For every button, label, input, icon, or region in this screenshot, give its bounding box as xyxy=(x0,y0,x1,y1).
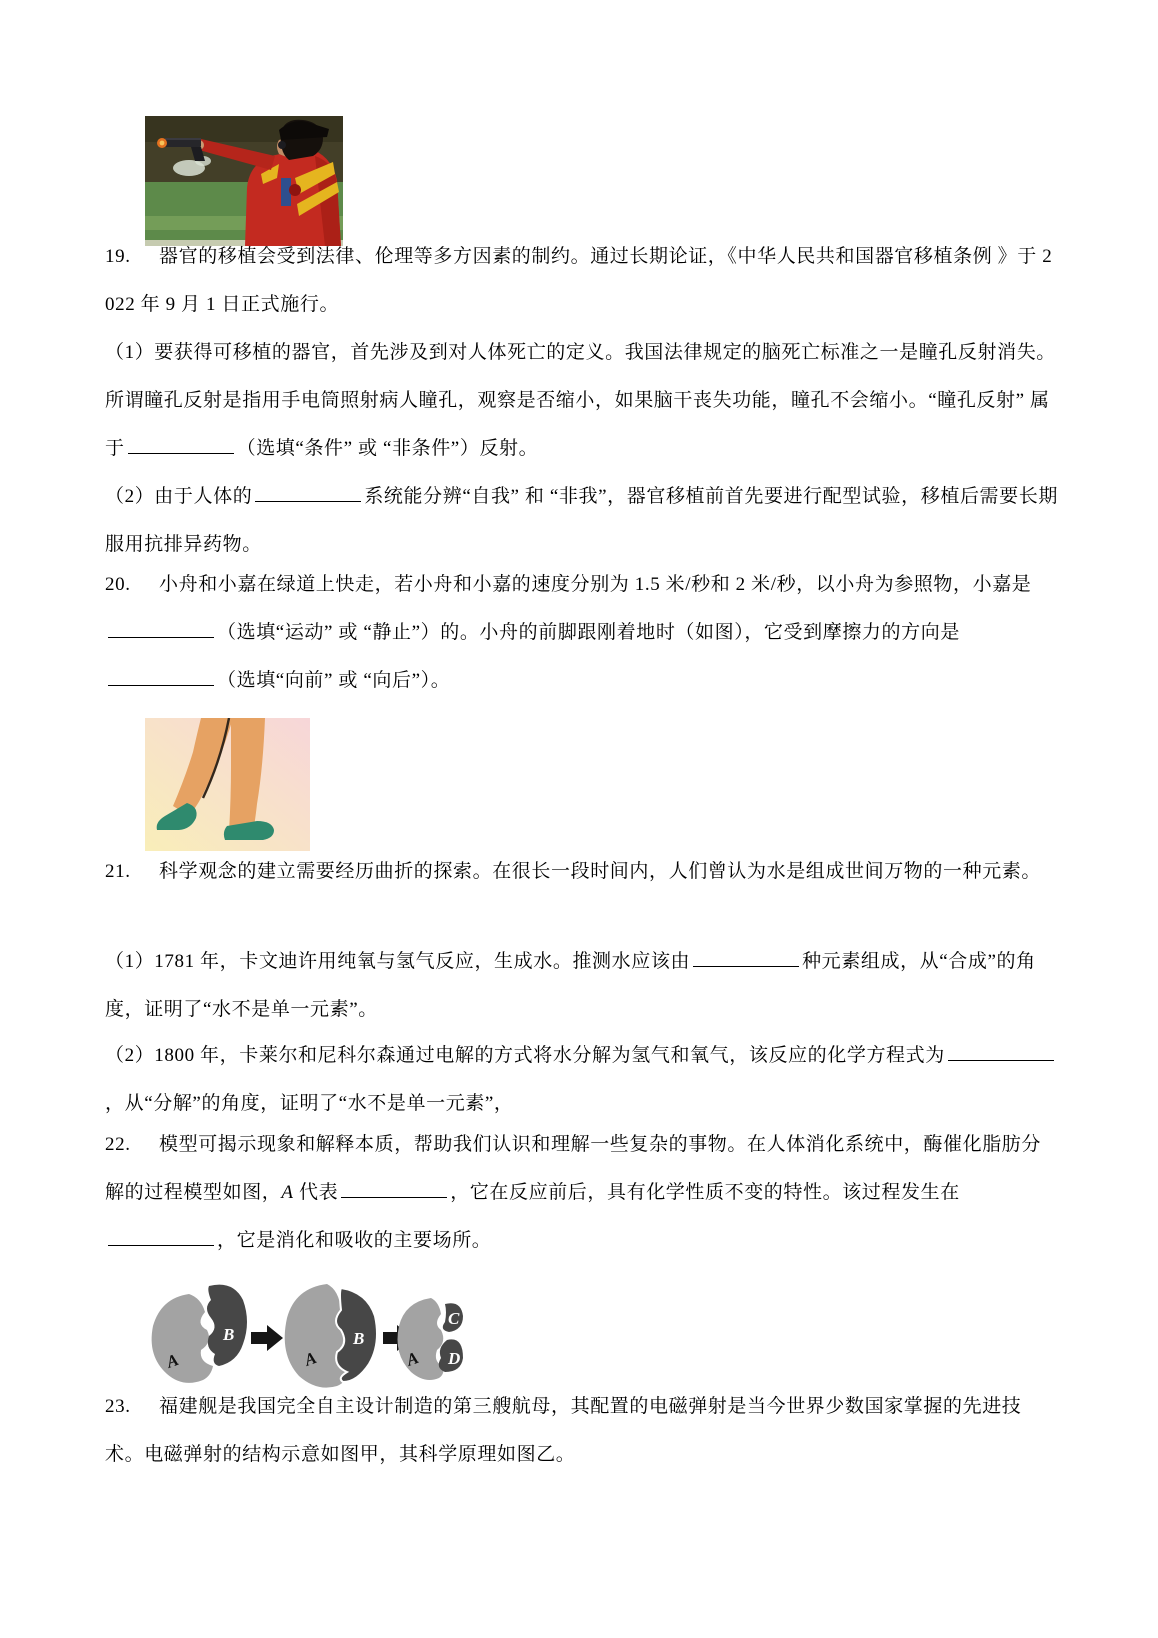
question-23-number: 23. xyxy=(105,1396,131,1417)
question-21-part2-tail: ，从“分解”的角度，证明了“水不是单一元素”， xyxy=(105,1093,514,1114)
question-21-intro-text: 科学观念的建立需要经历曲折的探索。在很长一段时间内，人们曾认为水是组成世间万物的一种元素。 xyxy=(159,861,1042,882)
question-22-text-4: ，它是消化和吸收的主要场所。 xyxy=(217,1230,492,1251)
answer-blank xyxy=(255,484,361,502)
answer-blank xyxy=(693,949,799,967)
question-22 xyxy=(105,1121,1059,1265)
question-21-intro xyxy=(105,848,1059,896)
answer-blank xyxy=(948,1043,1054,1061)
question-22-text-3: ，它在反应前后，具有化学性质不变的特性。该过程发生在 xyxy=(450,1182,960,1203)
shooting-athlete-photo xyxy=(145,116,343,246)
walking-legs-illustration xyxy=(145,718,310,851)
question-21-part1-tail: 种元素组成，从“合成”的角度，证明了“水不是单一元素”。 xyxy=(105,951,1036,1020)
question-19-part2-text: （2）由于人体的 xyxy=(105,486,253,507)
question-23-text: 福建舰是我国完全自主设计制造的第三艘航母，其配置的电磁弹射是当今世界少数国家掌握的先进技术。电磁弹射的结构示意如图甲，其科学原理如图乙。 xyxy=(105,1396,1022,1465)
stage1-label-a: A xyxy=(163,1350,182,1372)
stage2-label-a: A xyxy=(301,1348,320,1370)
question-20-text-2: （选填“运动” 或 “静止”）的。小舟的前脚跟刚着地时（如图），它受到摩擦力的方向是 xyxy=(217,622,960,643)
question-19-number: 19. xyxy=(105,246,131,267)
question-19-part2 xyxy=(105,473,1059,569)
question-19-intro xyxy=(105,233,1059,329)
question-20-text-3: （选填“向前” 或 “向后”）。 xyxy=(217,670,451,691)
answer-blank xyxy=(341,1180,447,1198)
question-19-part2-tail: 系统能分辨“自我” 和 “非我”，器官移植前首先要进行配型试验，移植后需要长期服用抗排异药物。 xyxy=(105,486,1058,555)
pistol-body xyxy=(165,140,201,147)
stage1-enzyme-blob xyxy=(152,1294,213,1383)
question-19-intro-text: 器官的移植会受到法律、伦理等多方因素的制约。通过长期论证，《中华人民共和国器官移植条例 》于 2022 年 9 月 1 日正式施行。 xyxy=(105,246,1053,315)
question-21-number: 21. xyxy=(105,861,131,882)
enzyme-diagram-art xyxy=(145,1278,465,1398)
question-21-part2 xyxy=(105,1032,1059,1128)
question-22-text-1: 模型可揭示现象和解释本质，帮助我们认识和理解一些复杂的事物。在人体消化系统中，酶催化脂肪分解的过程模型如图， xyxy=(105,1134,1042,1203)
question-22-number: 22. xyxy=(105,1134,131,1155)
jersey-emblem xyxy=(289,184,301,196)
stage3-label-d: D xyxy=(448,1349,461,1368)
question-20-number: 20. xyxy=(105,574,131,595)
stage3-label-a: A xyxy=(403,1348,422,1370)
enzyme-label-a-inline: A xyxy=(281,1182,294,1203)
question-20 xyxy=(105,561,1059,705)
question-22-text-2: 代表 xyxy=(293,1182,339,1203)
answer-blank xyxy=(108,668,214,686)
question-19-part1 xyxy=(105,329,1059,473)
question-20-text-1: 小舟和小嘉在绿道上快走，若小舟和小嘉的速度分别为 1.5 米/秒和 2 米/秒，以小舟为参照物，小嘉是 xyxy=(159,574,1032,595)
stage1-label-b: B xyxy=(223,1325,235,1344)
question-19-part1-tail: （选填“条件” 或 “非条件”）反射。 xyxy=(236,438,539,459)
walking-legs-art xyxy=(145,718,310,851)
answer-blank xyxy=(128,436,234,454)
question-19-part1-text: （1）要获得可移植的器官，首先涉及到对人体死亡的定义。我国法律规定的脑死亡标准之一是瞳孔反射消失。所谓瞳孔反射是指用手电筒照射病人瞳孔，观察是否缩小，如果脑干丧失功能，瞳孔不会缩小。“瞳孔反射” 属于 xyxy=(105,342,1056,459)
muzzle-flash-core xyxy=(160,141,165,146)
question-21-part1 xyxy=(105,938,1059,1034)
stage2-enzyme-blob xyxy=(285,1284,347,1388)
arrow-icon xyxy=(251,1325,283,1351)
stage3-label-c: C xyxy=(448,1309,460,1328)
question-21-part1-text: （1）1781 年，卡文迪许用纯氧与氢气反应，生成水。推测水应该由 xyxy=(105,951,691,972)
question-23 xyxy=(105,1383,1059,1479)
stage2-label-b: B xyxy=(353,1329,365,1348)
answer-blank xyxy=(108,620,214,638)
shooting-photo-art xyxy=(145,116,343,246)
enzyme-model-diagram xyxy=(145,1278,465,1398)
stage3-enzyme-blob xyxy=(398,1298,444,1380)
answer-blank xyxy=(108,1228,214,1246)
question-21-part2-text: （2）1800 年，卡莱尔和尼科尔森通过电解的方式将水分解为氢气和氧气，该反应的化学方程式为 xyxy=(105,1045,945,1066)
shooting-glasses xyxy=(278,141,286,149)
